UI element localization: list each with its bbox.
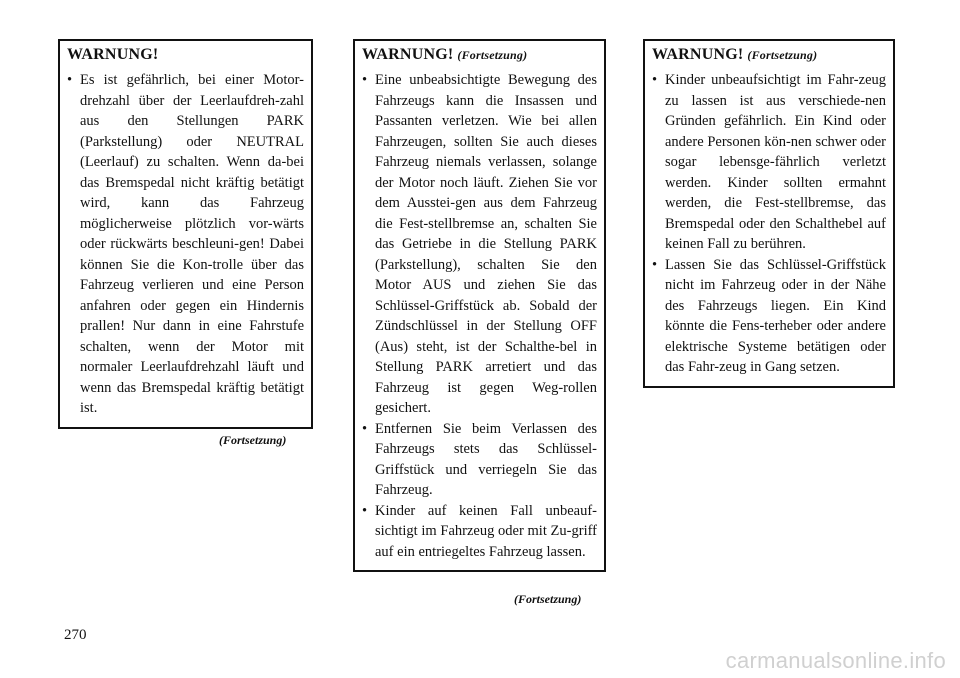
warning-title	[652, 45, 886, 65]
continued-footer-1: (Fortsetzung)	[219, 433, 287, 447]
warning-box-3	[643, 39, 895, 388]
warning-list	[652, 70, 886, 378]
warning-box-1	[58, 39, 313, 429]
warning-title-text: WARNUNG!	[362, 46, 454, 63]
warning-column-1	[58, 39, 313, 429]
warning-column-3	[643, 39, 895, 388]
warning-title	[67, 45, 304, 65]
warning-item: • Lassen Sie das Schlüssel-Griffstück nicht im Fahrzeug oder in der Nähe des Fahrzeugs liegen. Ein Kind könnte die Fens-terheber oder andere elektrische Systeme betätigen oder das Fahr-zeug in Gang setzen.	[652, 255, 886, 378]
warning-title-text: WARNUNG!	[652, 46, 744, 63]
watermark: carmanualsonline.info	[725, 648, 946, 673]
warning-list	[362, 70, 597, 562]
warning-item: • Kinder auf keinen Fall unbeauf-sichtigt im Fahrzeug oder mit Zu-griff auf ein entriegeltes Fahrzeug lassen.	[362, 501, 597, 563]
warning-item: • Eine unbeabsichtigte Bewegung des Fahrzeugs kann die Insassen und Passanten verletzen. Wie bei allen Fahrzeugen, sollten Sie auch dieses Fahrzeug niemals verlassen, solange der Motor noch läuft. Ziehen Sie vor dem Ausstei-gen aus dem Fahrzeug die Fest-stellbremse an, schalten Sie das Getriebe in die Stellung PARK (Parkstellung), schalten Sie den Motor AUS und ziehen Sie das Schlüssel-Griffstück ab. Sobald der Zündschlüssel in der Stellung OFF (Aus) steht, ist der Schalthe-bel in Stellung PARK arretiert und das Fahrzeug ist gegen Weg-rollen gesichert.	[362, 70, 597, 419]
warning-column-2	[353, 39, 606, 572]
warning-box-2	[353, 39, 606, 572]
page-number: 270	[64, 627, 87, 643]
warning-list	[67, 70, 304, 419]
warning-item: • Es ist gefährlich, bei einer Motor-drehzahl über der Leerlaufdreh-zahl aus den Stellungen PARK (Parkstellung) oder NEUTRAL (Leerlauf) zu schalten. Wenn da-bei das Bremspedal nicht kräftig betätigt wird, kann das Fahrzeug möglicherweise plötzlich vor-wärts oder rückwärts beschleuni-gen! Dabei können Sie die Kon-trolle über das Fahrzeug verlieren und eine Person anfahren oder gegen ein Hindernis prallen! Nur dann in eine Fahrstufe schalten, wenn der Motor mit normaler Leerlaufdrehzahl läuft und wenn das Bremspedal kräftig betätigt ist.	[67, 70, 304, 419]
warning-title-continued: (Fortsetzung)	[747, 48, 818, 62]
warning-title-continued: (Fortsetzung)	[457, 48, 528, 62]
warning-title-text: WARNUNG!	[67, 46, 159, 63]
continued-footer-2: (Fortsetzung)	[514, 592, 582, 606]
warning-title	[362, 45, 597, 65]
warning-item: • Entfernen Sie beim Verlassen des Fahrzeugs stets das Schlüssel-Griffstück und verriegeln Sie das Fahrzeug.	[362, 419, 597, 501]
warning-item: • Kinder unbeaufsichtigt im Fahr-zeug zu lassen ist aus verschiede-nen Gründen gefährlich. Ein Kind oder andere Personen kön-nen schwer oder sogar lebensge-fährlich verletzt werden. Kinder sollten ermahnt werden, die Fest-stellbremse, das Bremspedal oder den Schalthebel auf keinen Fall zu berühren.	[652, 70, 886, 255]
